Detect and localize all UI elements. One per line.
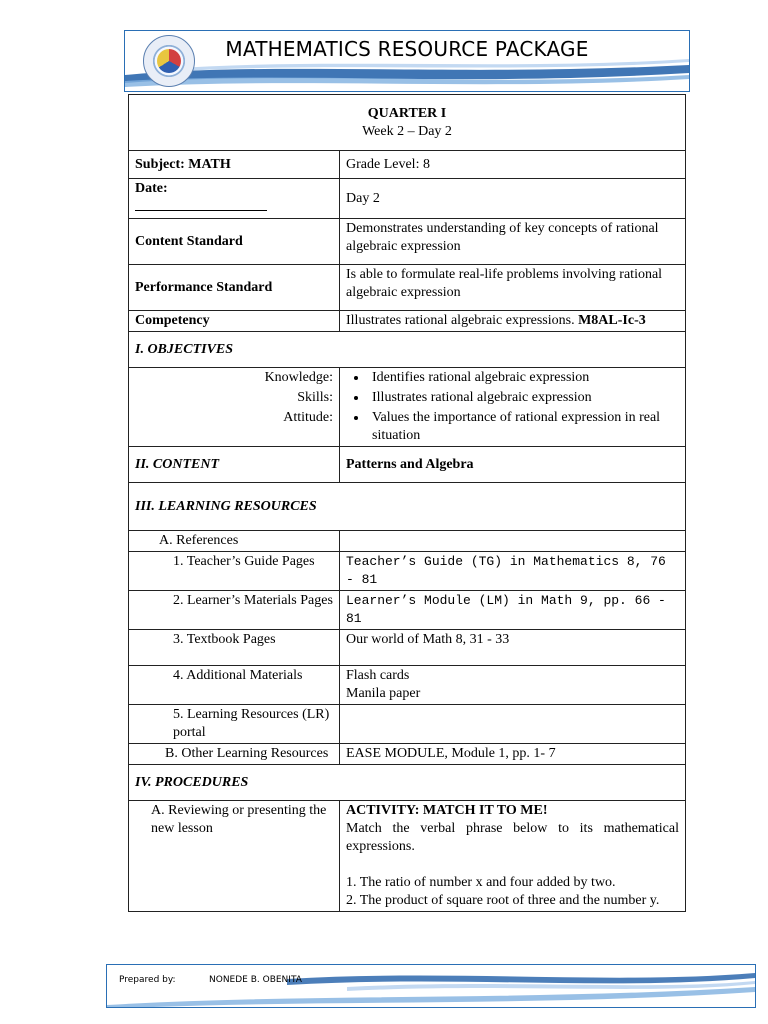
prepared-by-label: Prepared by: <box>119 975 176 985</box>
additional-material-2: Manila paper <box>346 686 421 701</box>
performance-standard-label: Performance Standard <box>129 265 340 311</box>
week-day-label: Week 2 – Day 2 <box>362 123 452 139</box>
knowledge-objective: • Identifies rational algebraic expression <box>368 369 679 387</box>
textbook-pages-label: 3. Textbook Pages <box>129 630 340 666</box>
references-label: A. References <box>129 531 340 552</box>
reviewing-label: A. Reviewing or presenting the new lesson <box>129 801 340 912</box>
attitude-label: Attitude: <box>129 408 340 447</box>
date-blank-line <box>135 198 267 211</box>
competency-code: M8AL-Ic-3 <box>578 313 646 328</box>
page-title: MATHEMATICS RESOURCE PACKAGE <box>225 37 589 61</box>
teachers-guide-label: 1. Teacher’s Guide Pages <box>129 552 340 591</box>
quarter-cell <box>129 95 686 151</box>
knowledge-label: Knowledge: <box>129 368 340 389</box>
subject-label: Subject: MATH <box>129 151 340 179</box>
content-standard-value: Demonstrates understanding of key concepts of rational algebraic expression <box>340 219 686 265</box>
content-value: Patterns and Algebra <box>340 447 686 483</box>
competency-label: Competency <box>129 311 340 332</box>
performance-standard-value: Is able to formulate real-life problems involving rational algebraic expression <box>340 265 686 311</box>
skills-label: Skills: <box>129 388 340 408</box>
textbook-pages-value: Our world of Math 8, 31 - 33 <box>340 630 686 666</box>
additional-material-1: Flash cards <box>346 668 410 683</box>
procedures-heading: IV. PROCEDURES <box>129 765 686 801</box>
attitude-objective: • Values the importance of rational expression in real situation <box>368 409 679 445</box>
teachers-guide-value: Teacher’s Guide (TG) in Mathematics 8, 76 - 81 <box>340 552 686 591</box>
footer-banner <box>106 964 756 1008</box>
activity-item-2: 2. The product of square root of three and the number y. <box>346 893 660 908</box>
lesson-plan-table <box>128 94 686 912</box>
prepared-by-name: NONEDE B. OBENITA <box>209 975 302 985</box>
quarter-title: QUARTER I <box>367 105 447 121</box>
competency-cell <box>340 311 686 332</box>
date-value: Day 2 <box>340 179 686 219</box>
additional-materials-cell <box>340 666 686 705</box>
content-standard-label: Content Standard <box>129 219 340 265</box>
date-label: Date: <box>135 181 168 196</box>
additional-materials-label: 4. Additional Materials <box>129 666 340 705</box>
activity-title: ACTIVITY: MATCH IT TO ME! <box>346 803 548 818</box>
skills-objective: • Illustrates rational algebraic expression <box>368 389 679 407</box>
activity-cell <box>340 801 686 912</box>
learners-materials-value: Learner’s Module (LM) in Math 9, pp. 66 - 81 <box>340 591 686 630</box>
other-resources-label: B. Other Learning Resources <box>129 744 340 765</box>
content-heading: II. CONTENT <box>129 447 340 483</box>
learners-materials-label: 2. Learner’s Materials Pages <box>129 591 340 630</box>
competency-value: Illustrates rational algebraic expressions. <box>346 313 575 328</box>
lr-portal-label: 5. Learning Resources (LR) portal <box>129 705 340 744</box>
objectives-heading: I. OBJECTIVES <box>129 332 686 368</box>
footer-swoosh-decoration <box>107 965 755 1007</box>
activity-instruction: Match the verbal phrase below to its mathematical expressions. <box>346 821 679 854</box>
other-resources-value: EASE MODULE, Module 1, pp. 1- 7 <box>340 744 686 765</box>
learning-resources-heading: III. LEARNING RESOURCES <box>129 483 686 531</box>
header-banner <box>124 30 690 92</box>
activity-item-1: 1. The ratio of number x and four added by two. <box>346 875 616 890</box>
date-cell <box>129 179 340 219</box>
grade-level: Grade Level: 8 <box>340 151 686 179</box>
